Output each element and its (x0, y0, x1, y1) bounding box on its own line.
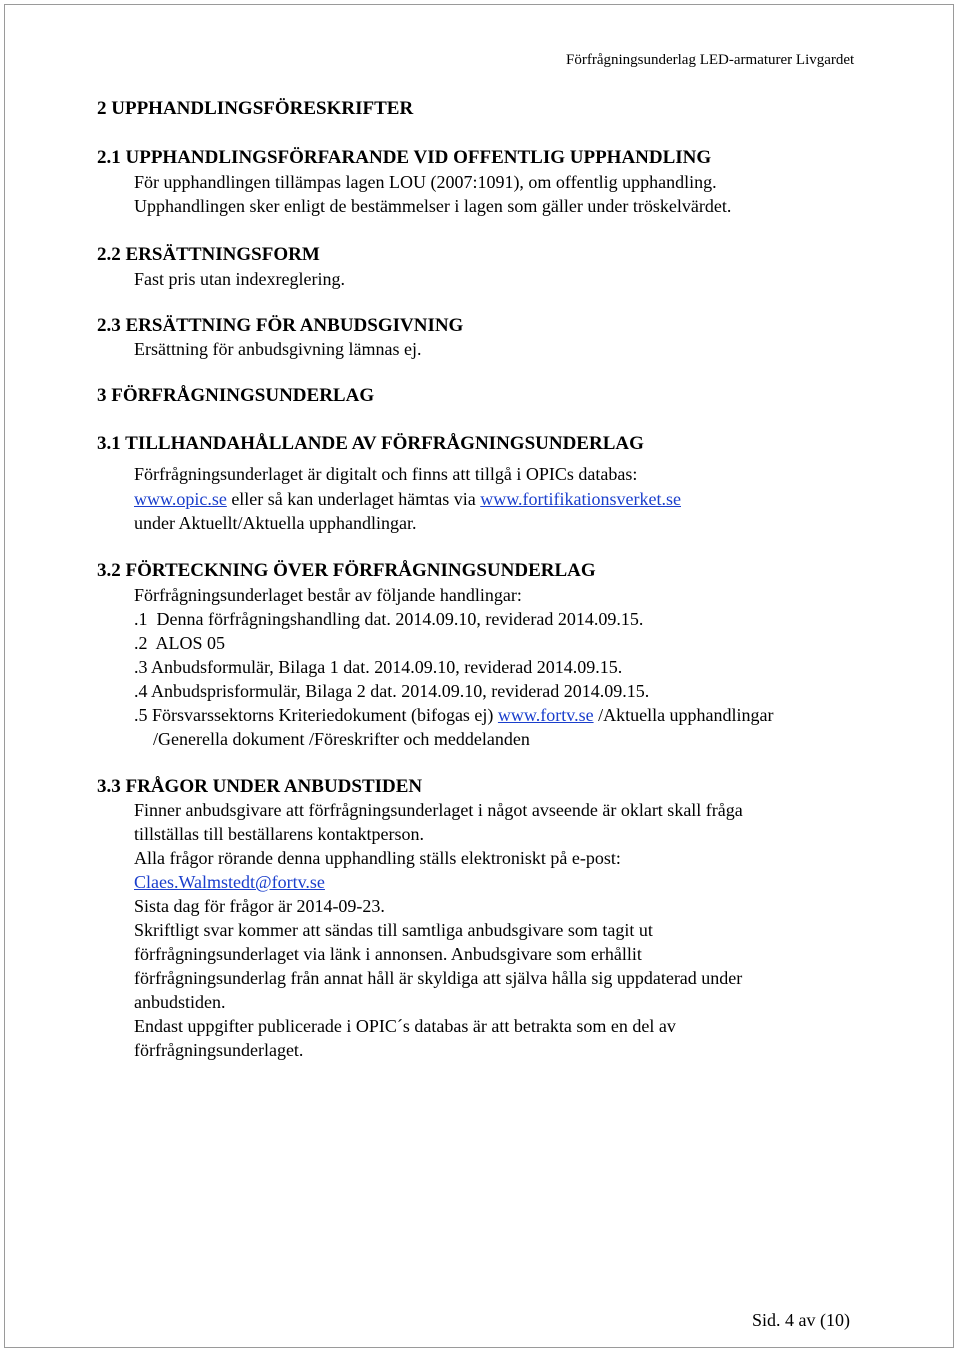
list-item-5-suffix: /Aktuella upphandlingar (593, 705, 774, 725)
section-3-1-line-3: under Aktuellt/Aktuella upphandlingar. (134, 513, 417, 533)
section-3-3-line-8: förfrågningsunderlag från annat håll är skyldiga att själva hålla sig uppdaterad under (134, 968, 743, 988)
section-3-3-line-5: Sista dag för frågor är 2014-09-23. (134, 896, 385, 916)
section-2-2-heading: 2.2 ERSÄTTNINGSFORM (97, 244, 320, 265)
section-2-heading: 2 UPPHANDLINGSFÖRESKRIFTER (97, 98, 414, 119)
section-2-2-line-1: Fast pris utan indexreglering. (134, 269, 345, 289)
email-line (134, 873, 325, 891)
section-3-3-line-2: tillställas till beställarens kontaktperson. (134, 824, 424, 844)
opic-link[interactable]: www.opic.se (134, 489, 227, 509)
section-3-3-line-3: Alla frågor rörande denna upphandling ställs elektroniskt på e-post: (134, 848, 621, 868)
list-item-5 (134, 706, 774, 724)
section-3-1-line-2-text: eller så kan underlaget hämtas via (226, 489, 481, 509)
list-item-5-text: .5 Försvarssektorns Kriteriedokument (bifogas ej) (134, 705, 498, 725)
section-3-3-line-1: Finner anbudsgivare att förfrågningsunderlaget i något avseende är oklart skall fråga (134, 800, 743, 820)
fortifikationsverket-link[interactable]: www.fortifikationsverket.se (480, 489, 681, 509)
list-item-2: .2 ALOS 05 (134, 633, 226, 653)
list-item-4: .4 Anbudsprisformulär, Bilaga 2 dat. 2014.09.10, reviderad 2014.09.15. (134, 681, 650, 701)
section-3-3-line-7: förfrågningsunderlaget via länk i annonsen. Anbudsgivare som erhållit (134, 944, 642, 964)
section-3-3-line-10: Endast uppgifter publicerade i OPIC´s databas är att betrakta som en del av (134, 1016, 676, 1036)
list-item-3: .3 Anbudsformulär, Bilaga 1 dat. 2014.09.10, reviderad 2014.09.15. (134, 657, 623, 677)
section-3-3-line-11: förfrågningsunderlaget. (134, 1040, 304, 1060)
section-3-1-line-1: Förfrågningsunderlaget är digitalt och finns att tillgå i OPICs databas: (134, 464, 638, 484)
section-3-3-heading: 3.3 FRÅGOR UNDER ANBUDSTIDEN (97, 776, 423, 797)
section-2-3-line-1: Ersättning för anbudsgivning lämnas ej. (134, 339, 422, 359)
section-2-1-heading: 2.1 UPPHANDLINGSFÖRFARANDE VID OFFENTLIG UPPHANDLING (97, 147, 712, 168)
list-item-1: .1 Denna förfrågningshandling dat. 2014.09.10, reviderad 2014.09.15. (134, 609, 644, 629)
section-3-3-line-9: anbudstiden. (134, 992, 226, 1012)
section-3-1-heading: 3.1 TILLHANDAHÅLLANDE AV FÖRFRÅGNINGSUNDERLAG (97, 433, 644, 454)
running-header: Förfrågningsunderlag LED-armaturer Livgardet (566, 52, 855, 68)
page-number: Sid. 4 av (10) (752, 1310, 850, 1330)
fortv-link[interactable]: www.fortv.se (497, 705, 594, 725)
email-link[interactable]: Claes.Walmstedt@fortv.se (134, 872, 325, 892)
section-3-3-line-6: Skriftligt svar kommer att sändas till samtliga anbudsgivare som tagit ut (134, 920, 653, 940)
section-3-1-line-2 (134, 490, 681, 508)
section-2-3-heading: 2.3 ERSÄTTNING FÖR ANBUDSGIVNING (97, 315, 464, 336)
section-3-2-heading: 3.2 FÖRTECKNING ÖVER FÖRFRÅGNINGSUNDERLAG (97, 560, 596, 581)
section-2-1-line-2: Upphandlingen sker enligt de bestämmelser i lagen som gäller under tröskelvärdet. (134, 196, 732, 216)
section-2-1-line-1: För upphandlingen tillämpas lagen LOU (2007:1091), om offentlig upphandling. (134, 172, 717, 192)
section-3-2-intro: Förfrågningsunderlaget består av följande handlingar: (134, 585, 522, 605)
section-3-heading: 3 FÖRFRÅGNINGSUNDERLAG (97, 385, 375, 406)
list-item-5-continuation: /Generella dokument /Föreskrifter och meddelanden (153, 729, 530, 749)
